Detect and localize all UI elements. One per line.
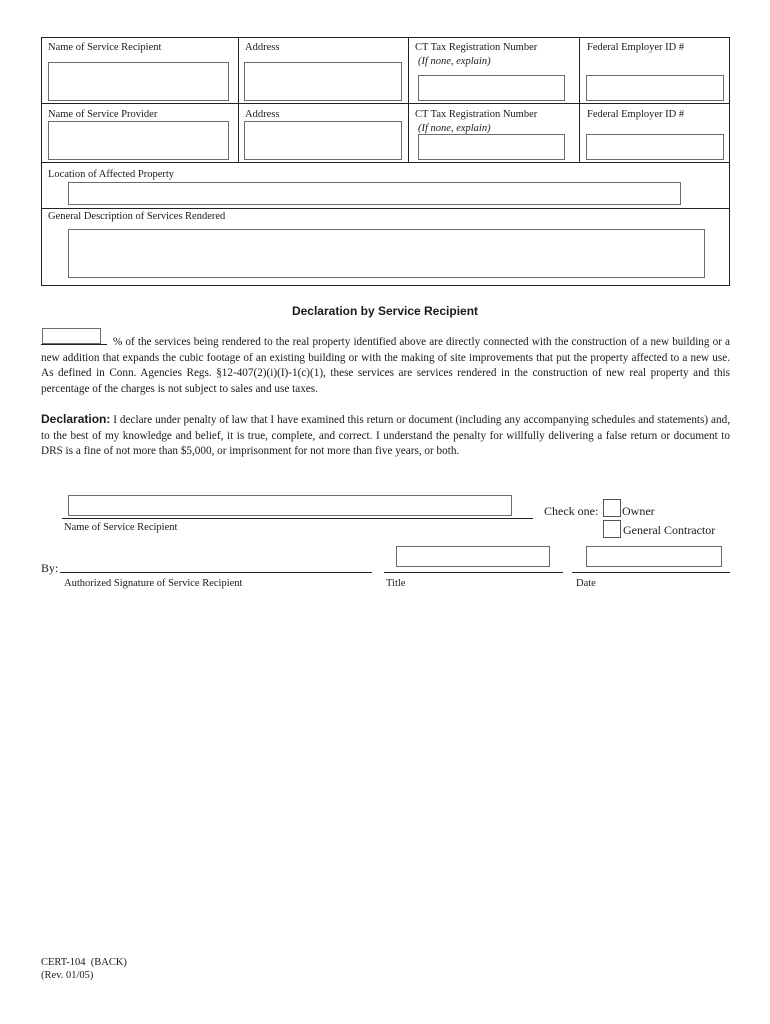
declaration-heading: Declaration by Service Recipient — [291, 304, 479, 318]
recipient-ct-tax-field[interactable] — [418, 75, 565, 101]
recipient-name-label: Name of Service Recipient — [48, 42, 162, 53]
signature-recipient-name-field[interactable] — [68, 495, 512, 516]
signature-recipient-name-underline — [62, 518, 533, 519]
recipient-fein-label: Federal Employer ID # — [587, 42, 685, 53]
provider-fein-field[interactable] — [586, 134, 724, 160]
provider-ct-tax-field[interactable] — [418, 134, 565, 160]
provider-name-field[interactable] — [48, 121, 229, 160]
percent-paragraph — [41, 335, 730, 397]
declaration-body: I declare under penalty of law that I have examined this return or document (including any accompanying schedules and statements) and, to the best of my knowledge and belief, it is true, complete, and correct. I understand the penalty for willfully delivering a false return or document to DRS is a fine of not more than $5,000, or imprisonment for not more than five years, or both. — [41, 414, 730, 457]
declaration-paragraph — [41, 412, 730, 460]
title-label: Title — [386, 578, 406, 589]
declaration-lead: Declaration: — [41, 412, 111, 426]
check-one-label: Check one: — [544, 504, 599, 518]
general-contractor-checkbox[interactable] — [603, 520, 621, 538]
recipient-address-label: Address — [245, 42, 280, 53]
owner-checkbox[interactable] — [603, 499, 621, 517]
date-underline — [572, 572, 730, 573]
authorized-signature-line[interactable] — [60, 572, 372, 573]
recipient-fein-field[interactable] — [586, 75, 724, 101]
form-revision: (Rev. 01/05) — [41, 970, 94, 981]
general-contractor-label: General Contractor — [623, 523, 716, 537]
table-col-divider — [408, 37, 409, 163]
provider-name-label: Name of Service Provider — [48, 109, 158, 120]
table-row-divider — [41, 162, 730, 163]
provider-fein-label: Federal Employer ID # — [587, 109, 685, 120]
date-label: Date — [576, 578, 596, 589]
table-col-divider — [579, 37, 580, 163]
owner-label: Owner — [622, 504, 655, 518]
signature-recipient-name-label: Name of Service Recipient — [64, 522, 178, 533]
title-underline — [384, 572, 563, 573]
provider-address-field[interactable] — [244, 121, 402, 160]
provider-address-label: Address — [245, 109, 280, 120]
provider-ct-tax-note: (If none, explain) — [418, 123, 491, 134]
recipient-address-field[interactable] — [244, 62, 402, 101]
form-id: CERT-104 (BACK) — [41, 957, 127, 968]
by-label: By: — [41, 561, 59, 575]
location-field[interactable] — [68, 182, 681, 205]
percent-paragraph-text: % of the services being rendered to the real property identified above are directly connected with the construction of a new building or a new addition that expands the cubic footage of an existing building or with the making of site improvements that put the property affected to a new use. As defined in Conn. Agencies Regs. §12-407(2)(i)(I)-1(c)(1), these services are services rendered in the construction of new real property and this percentage of the charges is not subject to sales and use taxes. — [41, 336, 730, 395]
recipient-name-field[interactable] — [48, 62, 229, 101]
description-label: General Description of Services Rendered — [48, 211, 226, 222]
description-field[interactable] — [68, 229, 705, 278]
date-field[interactable] — [586, 546, 722, 567]
title-field[interactable] — [396, 546, 550, 567]
table-col-divider — [238, 37, 239, 163]
table-row-divider — [41, 103, 730, 104]
recipient-ct-tax-note: (If none, explain) — [418, 56, 491, 67]
location-label: Location of Affected Property — [48, 169, 175, 180]
authorized-signature-label: Authorized Signature of Service Recipient — [64, 578, 243, 589]
table-row-divider — [41, 208, 730, 209]
provider-ct-tax-label: CT Tax Registration Number — [415, 109, 538, 120]
recipient-ct-tax-label: CT Tax Registration Number — [415, 42, 538, 53]
